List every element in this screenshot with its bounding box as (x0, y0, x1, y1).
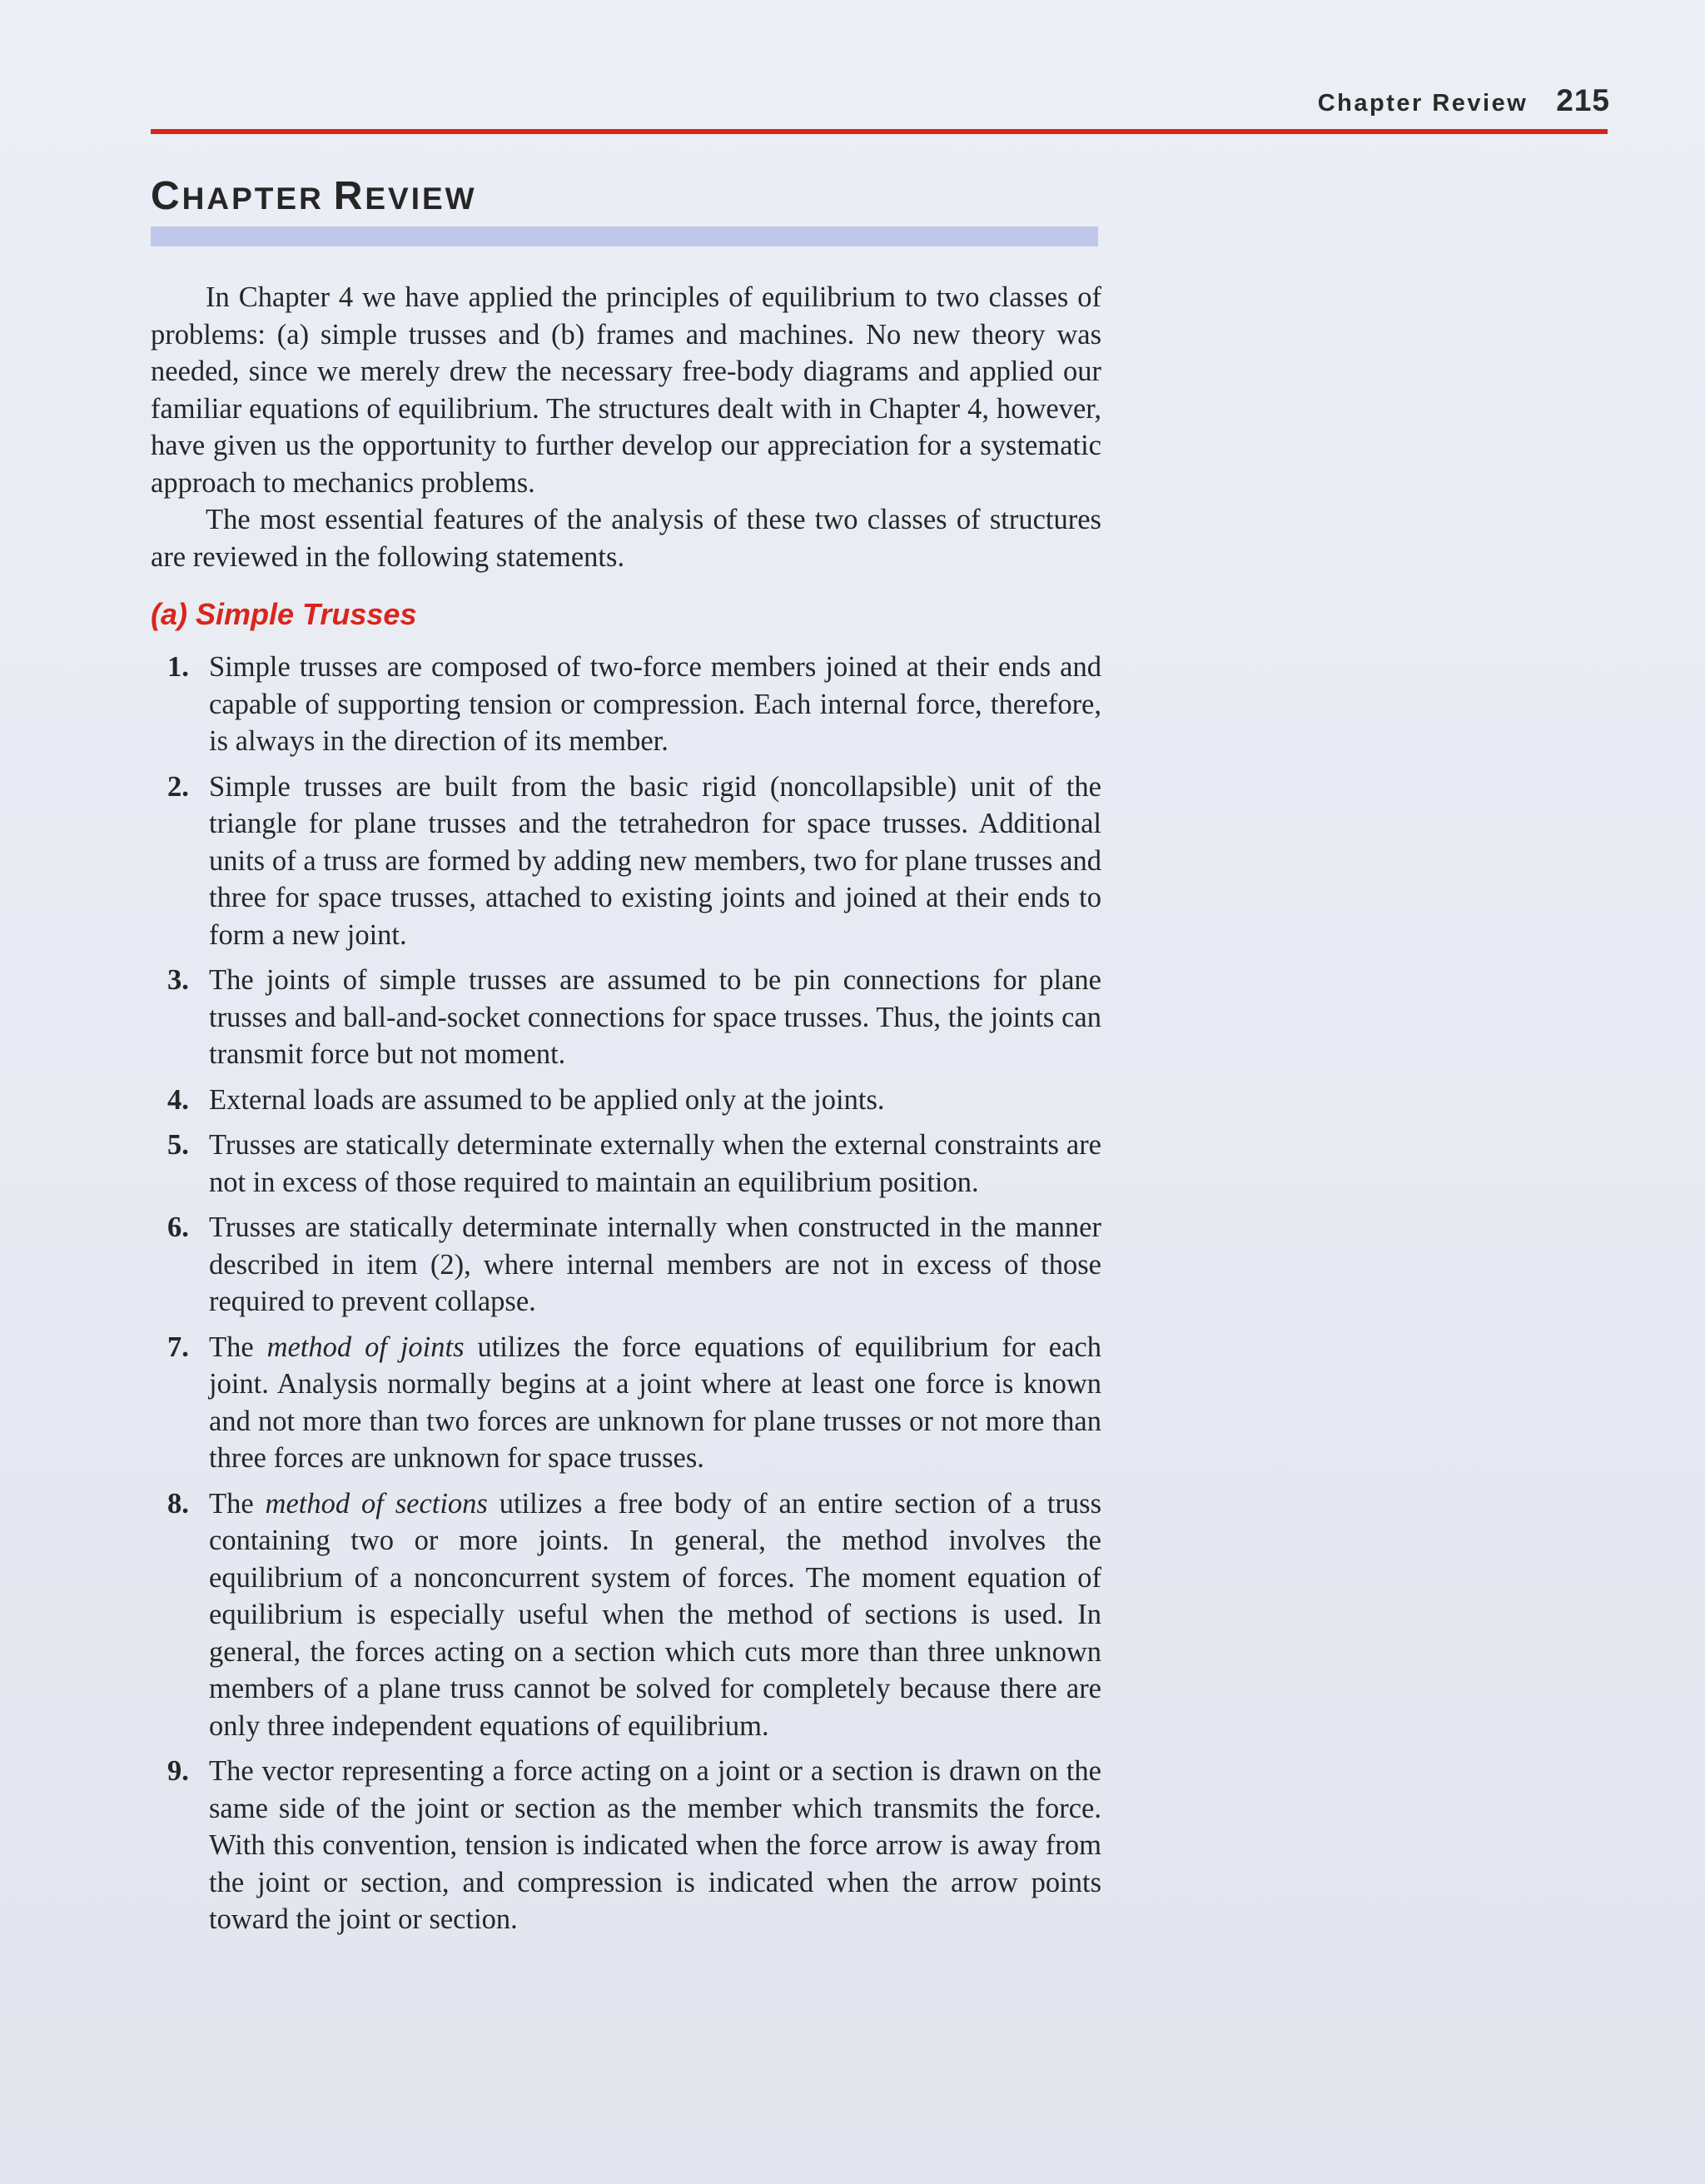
section-heading-simple-trusses: (a) Simple Trusses (151, 597, 417, 631)
list-item (151, 1753, 1101, 1938)
item-text: Simple trusses are composed of two-force members joined at their ends and capable of supporting tension or compression. Each internal force, therefore, is always in the direction of its member. (209, 651, 1101, 757)
list-item (151, 1485, 1101, 1745)
item-text: The vector representing a force acting on a joint or a section is drawn on the same side of the joint or section as the member which transmits the force. With this convention, tension is indicated when the force arrow is away from the joint or section, and compression is indicated when the arrow points toward the joint or section. (209, 1755, 1101, 1935)
item-text: Trusses are statically determinate internally when constructed in the manner described in item (2), where internal members are not in excess of those required to prevent collapse. (209, 1211, 1101, 1317)
page-number: 215 (1556, 83, 1610, 117)
list-item (151, 769, 1101, 954)
item-text-rest: utilizes a free body of an entire section of a truss containing two or more joints. In general, the method involves the equilibrium of a nonconcurrent system of forces. The moment equation of equilibrium is especially useful when the method of sections is used. In general, the forces acting on a section which cuts more than three unknown members of a plane truss cannot be solved for completely because there are only three independent equations of equilibrium. (209, 1487, 1101, 1742)
list-item (151, 962, 1101, 1073)
chapter-heading-initial-2: R (333, 174, 365, 218)
chapter-heading-rest-1: HAPTER (181, 182, 324, 216)
list-item (151, 1209, 1101, 1321)
running-head (1318, 83, 1610, 118)
item-number: 6. (167, 1211, 189, 1243)
running-head-title: Chapter Review (1317, 90, 1529, 117)
heading-band (151, 226, 1098, 246)
body-text (151, 279, 1101, 1947)
list-item (151, 649, 1101, 760)
header-rule (151, 129, 1608, 134)
item-number: 5. (167, 1129, 189, 1161)
item-number: 1. (167, 651, 189, 683)
item-text-rest: utilizes the force equations of equilibrium for each joint. Analysis normally begins at a joint where at least one force is known and not more than two forces are unknown for plane trusses or not more than three forces are unknown for space trusses. (209, 1331, 1101, 1474)
chapter-heading (151, 174, 477, 218)
item-text: Trusses are statically determinate externally when the external constraints are not in excess of those required to maintain an equilibrium position. (209, 1129, 1101, 1198)
item-text: Simple trusses are built from the basic rigid (noncollapsible) unit of the triangle for plane trusses and the tetrahedron for space trusses. Additional units of a truss are formed by adding new members, two for plane trusses and three for space trusses, attached to existing joints and joined at their ends to form a new joint. (209, 770, 1101, 951)
item-text-lead: The (209, 1487, 266, 1520)
item-number: 9. (167, 1755, 189, 1787)
list-item (151, 1329, 1101, 1477)
item-number: 7. (167, 1331, 189, 1363)
item-number: 4. (167, 1083, 189, 1116)
item-number: 8. (167, 1487, 189, 1520)
chapter-heading-rest-2: EVIEW (365, 182, 477, 216)
item-text: The joints of simple trusses are assumed to be pin connections for plane trusses and ball-and-socket connections for space trusses. Thus, the joints can transmit force but not moment. (209, 964, 1101, 1070)
list-item (151, 1082, 1101, 1119)
review-list (151, 649, 1101, 1938)
term-method-of-joints: method of joints (266, 1331, 465, 1363)
item-text: External loads are assumed to be applied only at the joints. (209, 1083, 885, 1116)
item-text (209, 1485, 1101, 1745)
item-text (209, 1329, 1101, 1477)
intro-paragraph-1: In Chapter 4 we have applied the principles of equilibrium to two classes of problems: (a) simple trusses and (b) frames and machines. No new theory was needed, since we merely drew the necessary free-body diagrams and applied our familiar equations of equilibrium. The structures dealt with in Chapter 4, however, have given us the opportunity to further develop our appreciation for a systematic approach to mechanics problems. (151, 281, 1101, 499)
intro-paragraph-2: The most essential features of the analysis of these two classes of structures are reviewed in the following statements. (151, 504, 1101, 573)
item-number: 2. (167, 770, 189, 803)
list-item (151, 1127, 1101, 1201)
item-text-lead: The (209, 1331, 267, 1363)
term-method-of-sections: method of sections (265, 1487, 488, 1520)
chapter-heading-initial-1: C (151, 174, 182, 218)
item-number: 3. (167, 964, 189, 996)
